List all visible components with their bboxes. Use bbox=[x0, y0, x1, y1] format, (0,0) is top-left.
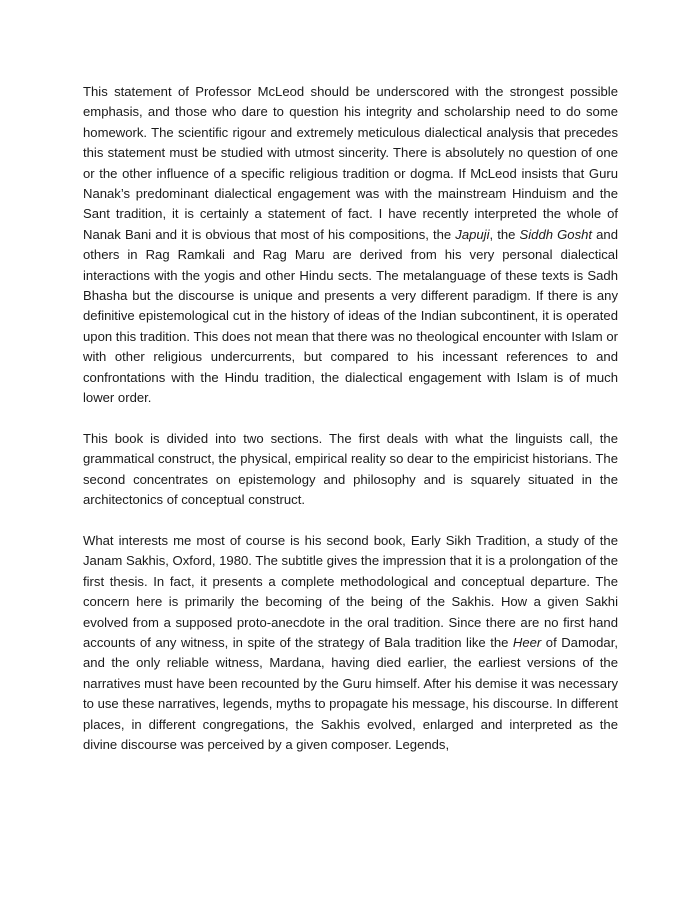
title-heer: Heer bbox=[512, 634, 542, 650]
paragraph-book-sections bbox=[83, 429, 618, 511]
text-segment: , the bbox=[489, 226, 520, 242]
text-segment: This statement of Professor McLeod should be underscored with the strongest possible emphasis, and those who dare to question his integrity and scholarship need to do some homework. The scientific rigour and extremely meticulous dialectical analysis that precedes this statement must be studied with utmost sincerity. There is absolutely no question of one or the other influence of a specific religious tradition or dogma. If McLeod insists that Guru Nanak’s predominant dialectical engagement was with the mainstream Hinduism and the Sant tradition, it is certainly a statement of fact. I have recently interpreted the whole of Nanak Bani and it is obvious that most of his compositions, the bbox=[83, 84, 618, 242]
document-page bbox=[83, 82, 618, 776]
paragraph-mcleod-statement bbox=[83, 82, 618, 409]
text-segment: and others in Rag Ramkali and Rag Maru are derived from his very personal dialectical interactions with the yogis and other Hindu sects. The metalanguage of these texts is Sadh Bhasha but the discourse is unique and presents a very different paradigm. If there is any definitive epistemological cut in the history of ideas of the Indian subcontinent, it is operated upon this tradition. This does not mean that there was no theological encounter with Islam or with other religious undercurrents, but compared to his incessant references to and confrontations with the Hindu tradition, the dialectical engagement with Islam is of much lower order. bbox=[83, 226, 618, 406]
text-segment: What interests me most of course is his second book, Early Sikh Tradition, a study of the Janam Sakhis, Oxford, 1980. The subtitle gives the impression that it is a prolongation of the first thesis. In fact, it presents a complete methodological and conceptual departure. The concern here is primarily the becoming of the being of the Sakhis. How a given Sakhi evolved from a supposed proto-anecdote in the oral tradition. Since there are no first hand accounts of any witness, in spite of the strategy of Bala tradition like the bbox=[83, 532, 618, 650]
title-siddh-gosht: Siddh Gosht bbox=[519, 226, 593, 242]
paragraph-second-book bbox=[83, 531, 618, 755]
title-japuji: Japuji bbox=[455, 226, 490, 242]
text-segment: of Damodar, and the only reliable witness, Mardana, having died earlier, the earliest versions of the narratives must have been recounted by the Guru himself. After his demise it was necessary to use these narratives, legends, myths to propagate his message, his discourse. In different places, in different congregations, the Sakhis evolved, enlarged and interpreted as the divine discourse was perceived by a given composer. Legends, bbox=[83, 634, 618, 752]
text-segment: This book is divided into two sections. The first deals with what the linguists call, the grammatical construct, the physical, empirical reality so dear to the empiricist historians. The second concentrates on epistemology and philosophy and is squarely situated in the architectonics of conceptual construct. bbox=[83, 430, 618, 508]
